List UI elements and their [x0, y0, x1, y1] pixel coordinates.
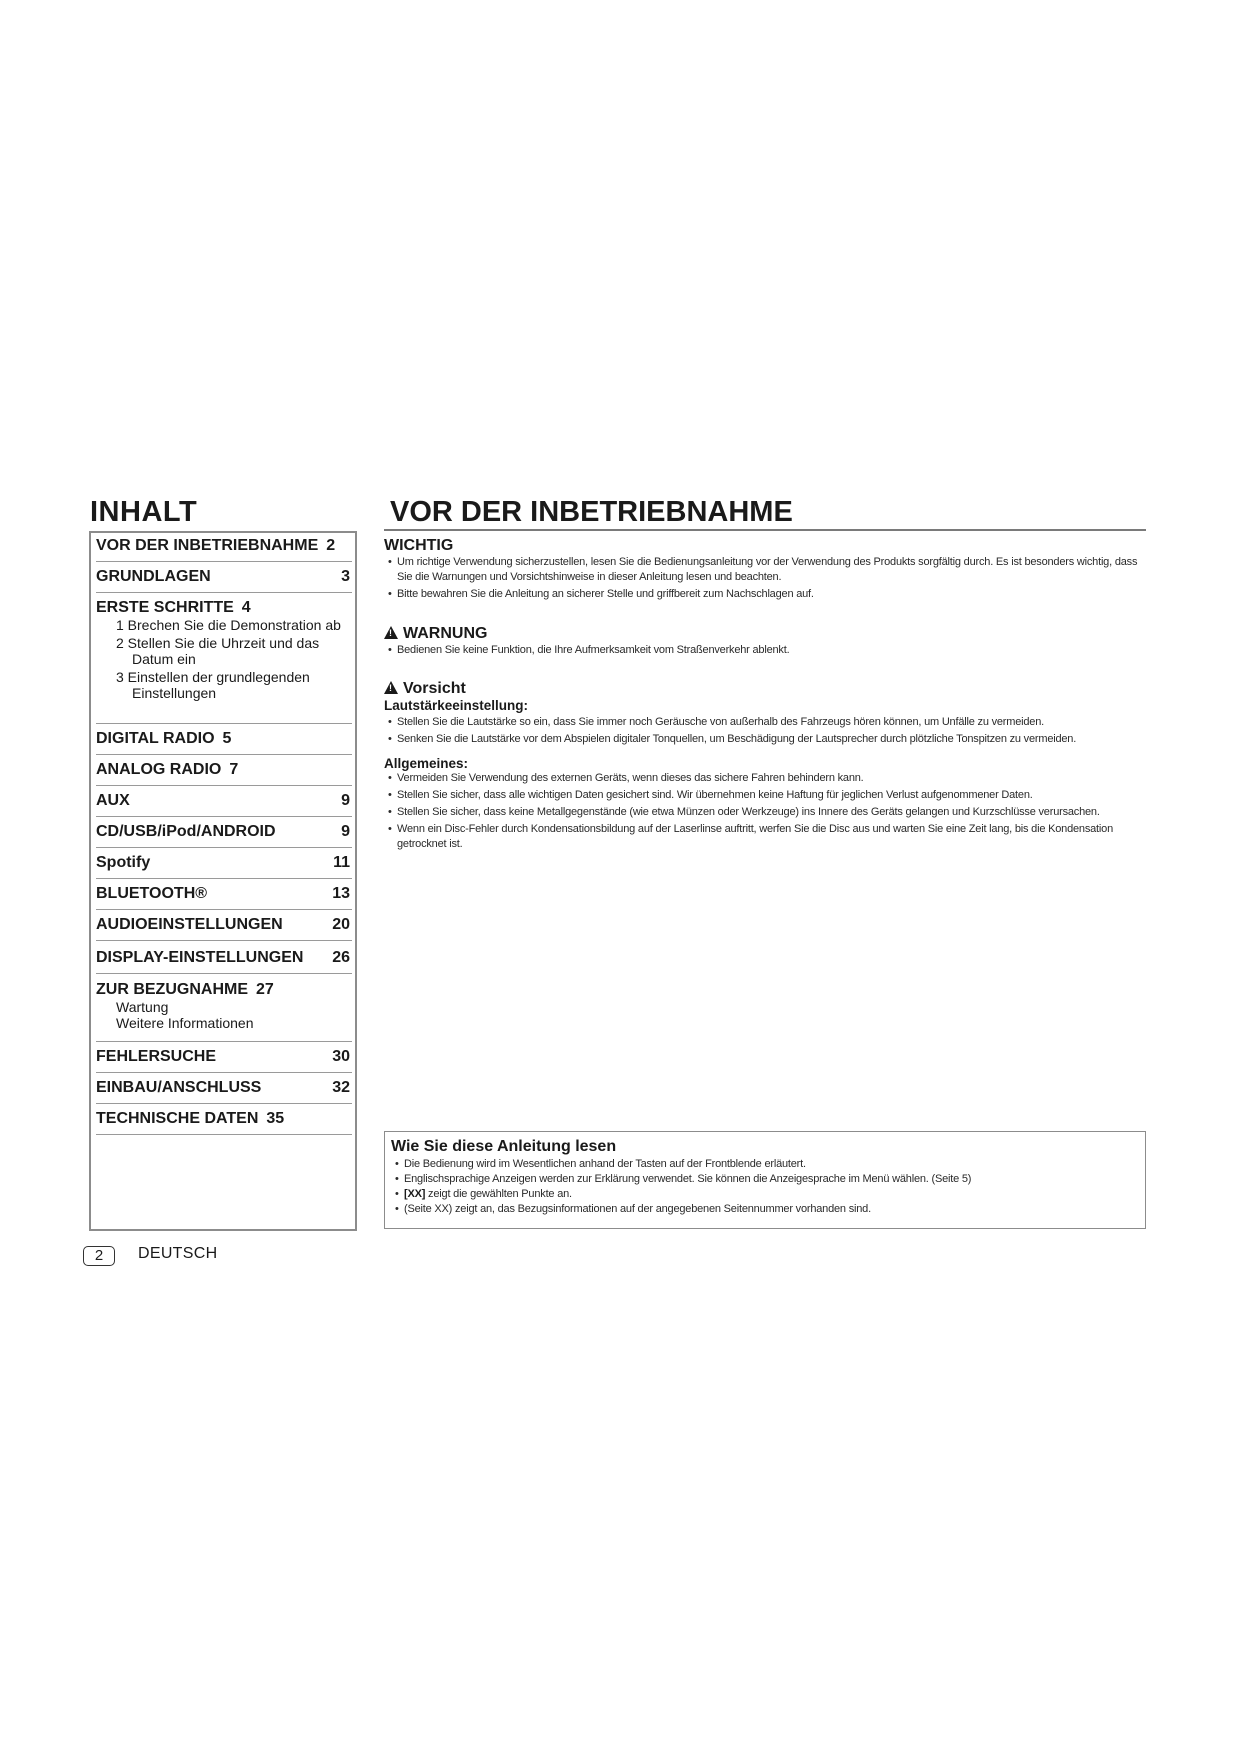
- section-wichtig: [384, 537, 1144, 602]
- bullet-text: • Vermeiden Sie Verwendung des externen Geräts, wenn dieses das sichere Fahren behindern kann.: [384, 771, 1144, 786]
- toc-entry-technische-daten[interactable]: [96, 1106, 352, 1135]
- toc-label: BLUETOOTH®: [96, 885, 208, 902]
- toc-page-number: 2: [326, 537, 336, 554]
- toc-sub-item[interactable]: 3 Einstellen der grundlegenden Einstellungen: [116, 669, 310, 701]
- box-heading: Wie Sie diese Anleitung lesen: [391, 1138, 617, 1155]
- toc-label: ANALOG RADIO: [96, 761, 222, 778]
- bullet-text-rest: zeigt die gewählten Punkte an.: [425, 1188, 572, 1200]
- bullet-text: • Wenn ein Disc-Fehler durch Kondensationsbildung auf der Laserlinse auftritt, werfen Sie die Disc aus und warten Sie eine Zeit lang, bis die Kondensation getrocknet ist.: [384, 822, 1144, 852]
- toc-entry-audioeinstellungen[interactable]: [96, 912, 352, 941]
- subsection-heading: Lautstärkeeinstellung:: [384, 698, 529, 713]
- toc-label: GRUNDLAGEN: [96, 568, 211, 585]
- caution-icon: [384, 681, 398, 694]
- page-title: VOR DER INBETRIEBNAHME: [390, 496, 793, 528]
- toc-label: EINBAU/ANSCHLUSS: [96, 1079, 262, 1096]
- toc-page-number: 13: [332, 885, 350, 902]
- bullet-text: • Englischsprachige Anzeigen werden zur Erklärung verwendet. Sie können die Anzeigesprache im Menü wählen. (Seite 5): [391, 1172, 1139, 1187]
- toc-label: AUX: [96, 792, 130, 809]
- section-warnung: [384, 625, 1144, 658]
- toc-page-number: 7: [229, 761, 239, 778]
- toc-page-number: 20: [332, 916, 350, 933]
- toc-page-number: 5: [222, 730, 232, 747]
- toc-entry-vor-der-inbetriebnahme[interactable]: [96, 533, 352, 562]
- language-label: DEUTSCH: [138, 1245, 218, 1262]
- toc-page-number: 3: [341, 568, 350, 585]
- toc-page-number: 11: [333, 854, 350, 871]
- bullet-text: • Stellen Sie sicher, dass keine Metallgegenstände (wie etwa Münzen oder Werkzeuge) ins Innere des Geräts gelangen und Kurzschlüsse verursachen.: [384, 805, 1144, 820]
- toc-label: ERSTE SCHRITTE: [96, 599, 234, 616]
- toc-sub-item[interactable]: 2 Stellen Sie die Uhrzeit und das Datum ein: [116, 635, 320, 667]
- toc-page-number: 4: [241, 599, 251, 616]
- page-number-badge: 2: [83, 1246, 115, 1266]
- toc-label: FEHLERSUCHE: [96, 1048, 217, 1065]
- bullet-text: • Bedienen Sie keine Funktion, die Ihre Aufmerksamkeit vom Straßenverkehr ablenkt.: [384, 643, 1144, 658]
- section-heading: WARNUNG: [403, 625, 488, 642]
- toc-page-number: 35: [266, 1110, 285, 1127]
- toc-title: INHALT: [90, 496, 198, 528]
- toc-entry-aux[interactable]: [96, 788, 352, 817]
- how-to-read-box: [384, 1131, 1146, 1229]
- bullet-text: • Stellen Sie die Lautstärke so ein, dass Sie immer noch Geräusche von außerhalb des Fahrzeugs hören können, um Unfälle zu vermeiden.: [384, 715, 1144, 730]
- toc-sub-item[interactable]: 1 Brechen Sie die Demonstration ab: [116, 617, 341, 633]
- toc-label: CD/USB/iPod/ANDROID: [96, 823, 276, 840]
- toc-page-number: 30: [332, 1048, 350, 1065]
- toc-label: DISPLAY-EINSTELLUNGEN: [96, 949, 304, 966]
- toc-sub-item[interactable]: Weitere Informationen: [116, 1015, 254, 1031]
- toc-entry-bluetooth[interactable]: [96, 881, 352, 910]
- toc-entry-display-einstellungen[interactable]: [96, 945, 352, 974]
- bullet-text: • Bitte bewahren Sie die Anleitung an sicherer Stelle und griffbereit zum Nachschlagen auf.: [384, 587, 1144, 602]
- toc-page-number: 27: [256, 981, 274, 998]
- toc-page-number: 9: [341, 823, 350, 840]
- toc-entry-spotify[interactable]: [96, 850, 352, 879]
- toc-page-number: 32: [332, 1079, 350, 1096]
- toc-entry-grundlagen[interactable]: [96, 564, 352, 593]
- toc-sub-item[interactable]: Wartung: [116, 999, 169, 1015]
- bullet-text: • (Seite XX) zeigt an, das Bezugsinformationen auf der angegebenen Seitennummer vorhanden sind.: [391, 1202, 1139, 1217]
- toc-label: VOR DER INBETRIEBNAHME: [96, 537, 319, 554]
- bullet-text: • Senken Sie die Lautstärke vor dem Abspielen digitaler Tonquellen, um Beschädigung der Lautsprecher durch plötzliche Tonspitzen zu vermeiden.: [384, 732, 1144, 747]
- toc-entry-digital-radio[interactable]: [96, 726, 352, 755]
- toc-label: ZUR BEZUGNAHME: [96, 981, 248, 998]
- section-vorsicht: [384, 680, 1144, 852]
- toc-entry-analog-radio[interactable]: [96, 757, 352, 786]
- toc-entry-einbau-anschluss[interactable]: [96, 1075, 352, 1104]
- toc-entry-zur-bezugnahme[interactable]: [96, 977, 352, 1042]
- toc-label: AUDIOEINSTELLUNGEN: [96, 916, 283, 933]
- toc-page-number: 26: [332, 949, 350, 966]
- key-marker: [XX]: [404, 1188, 426, 1200]
- bullet-text: [391, 1187, 1139, 1202]
- toc-label: DIGITAL RADIO: [96, 730, 215, 747]
- section-heading: WICHTIG: [384, 537, 454, 554]
- toc-label: Spotify: [96, 854, 151, 871]
- section-heading: Vorsicht: [403, 680, 466, 697]
- toc-label: TECHNISCHE DATEN: [96, 1110, 259, 1127]
- toc-entry-fehlersuche[interactable]: [96, 1044, 352, 1073]
- bullet-text: • Die Bedienung wird im Wesentlichen anhand der Tasten auf der Frontblende erläutert.: [391, 1157, 1139, 1172]
- bullet-text: • Stellen Sie sicher, dass alle wichtigen Daten gesichert sind. Wir übernehmen keine Haftung für jeglichen Verlust aufgenommener Daten.: [384, 788, 1144, 803]
- toc-entry-cd-usb-ipod-android[interactable]: [96, 819, 352, 848]
- title-divider: [384, 529, 1146, 531]
- bullet-text: • Um richtige Verwendung sicherzustellen, lesen Sie die Bedienungsanleitung vor der Verwendung des Produkts sorgfältig durch. Es ist besonders wichtig, dass Sie die Warnungen und Vorsichtshinweise in dieser Anleitung lesen und beachten.: [384, 555, 1144, 585]
- toc-page-number: 9: [341, 792, 350, 809]
- warning-icon: [384, 626, 398, 639]
- subsection-heading: Allgemeines:: [384, 756, 469, 771]
- toc-entry-erste-schritte[interactable]: [96, 595, 352, 724]
